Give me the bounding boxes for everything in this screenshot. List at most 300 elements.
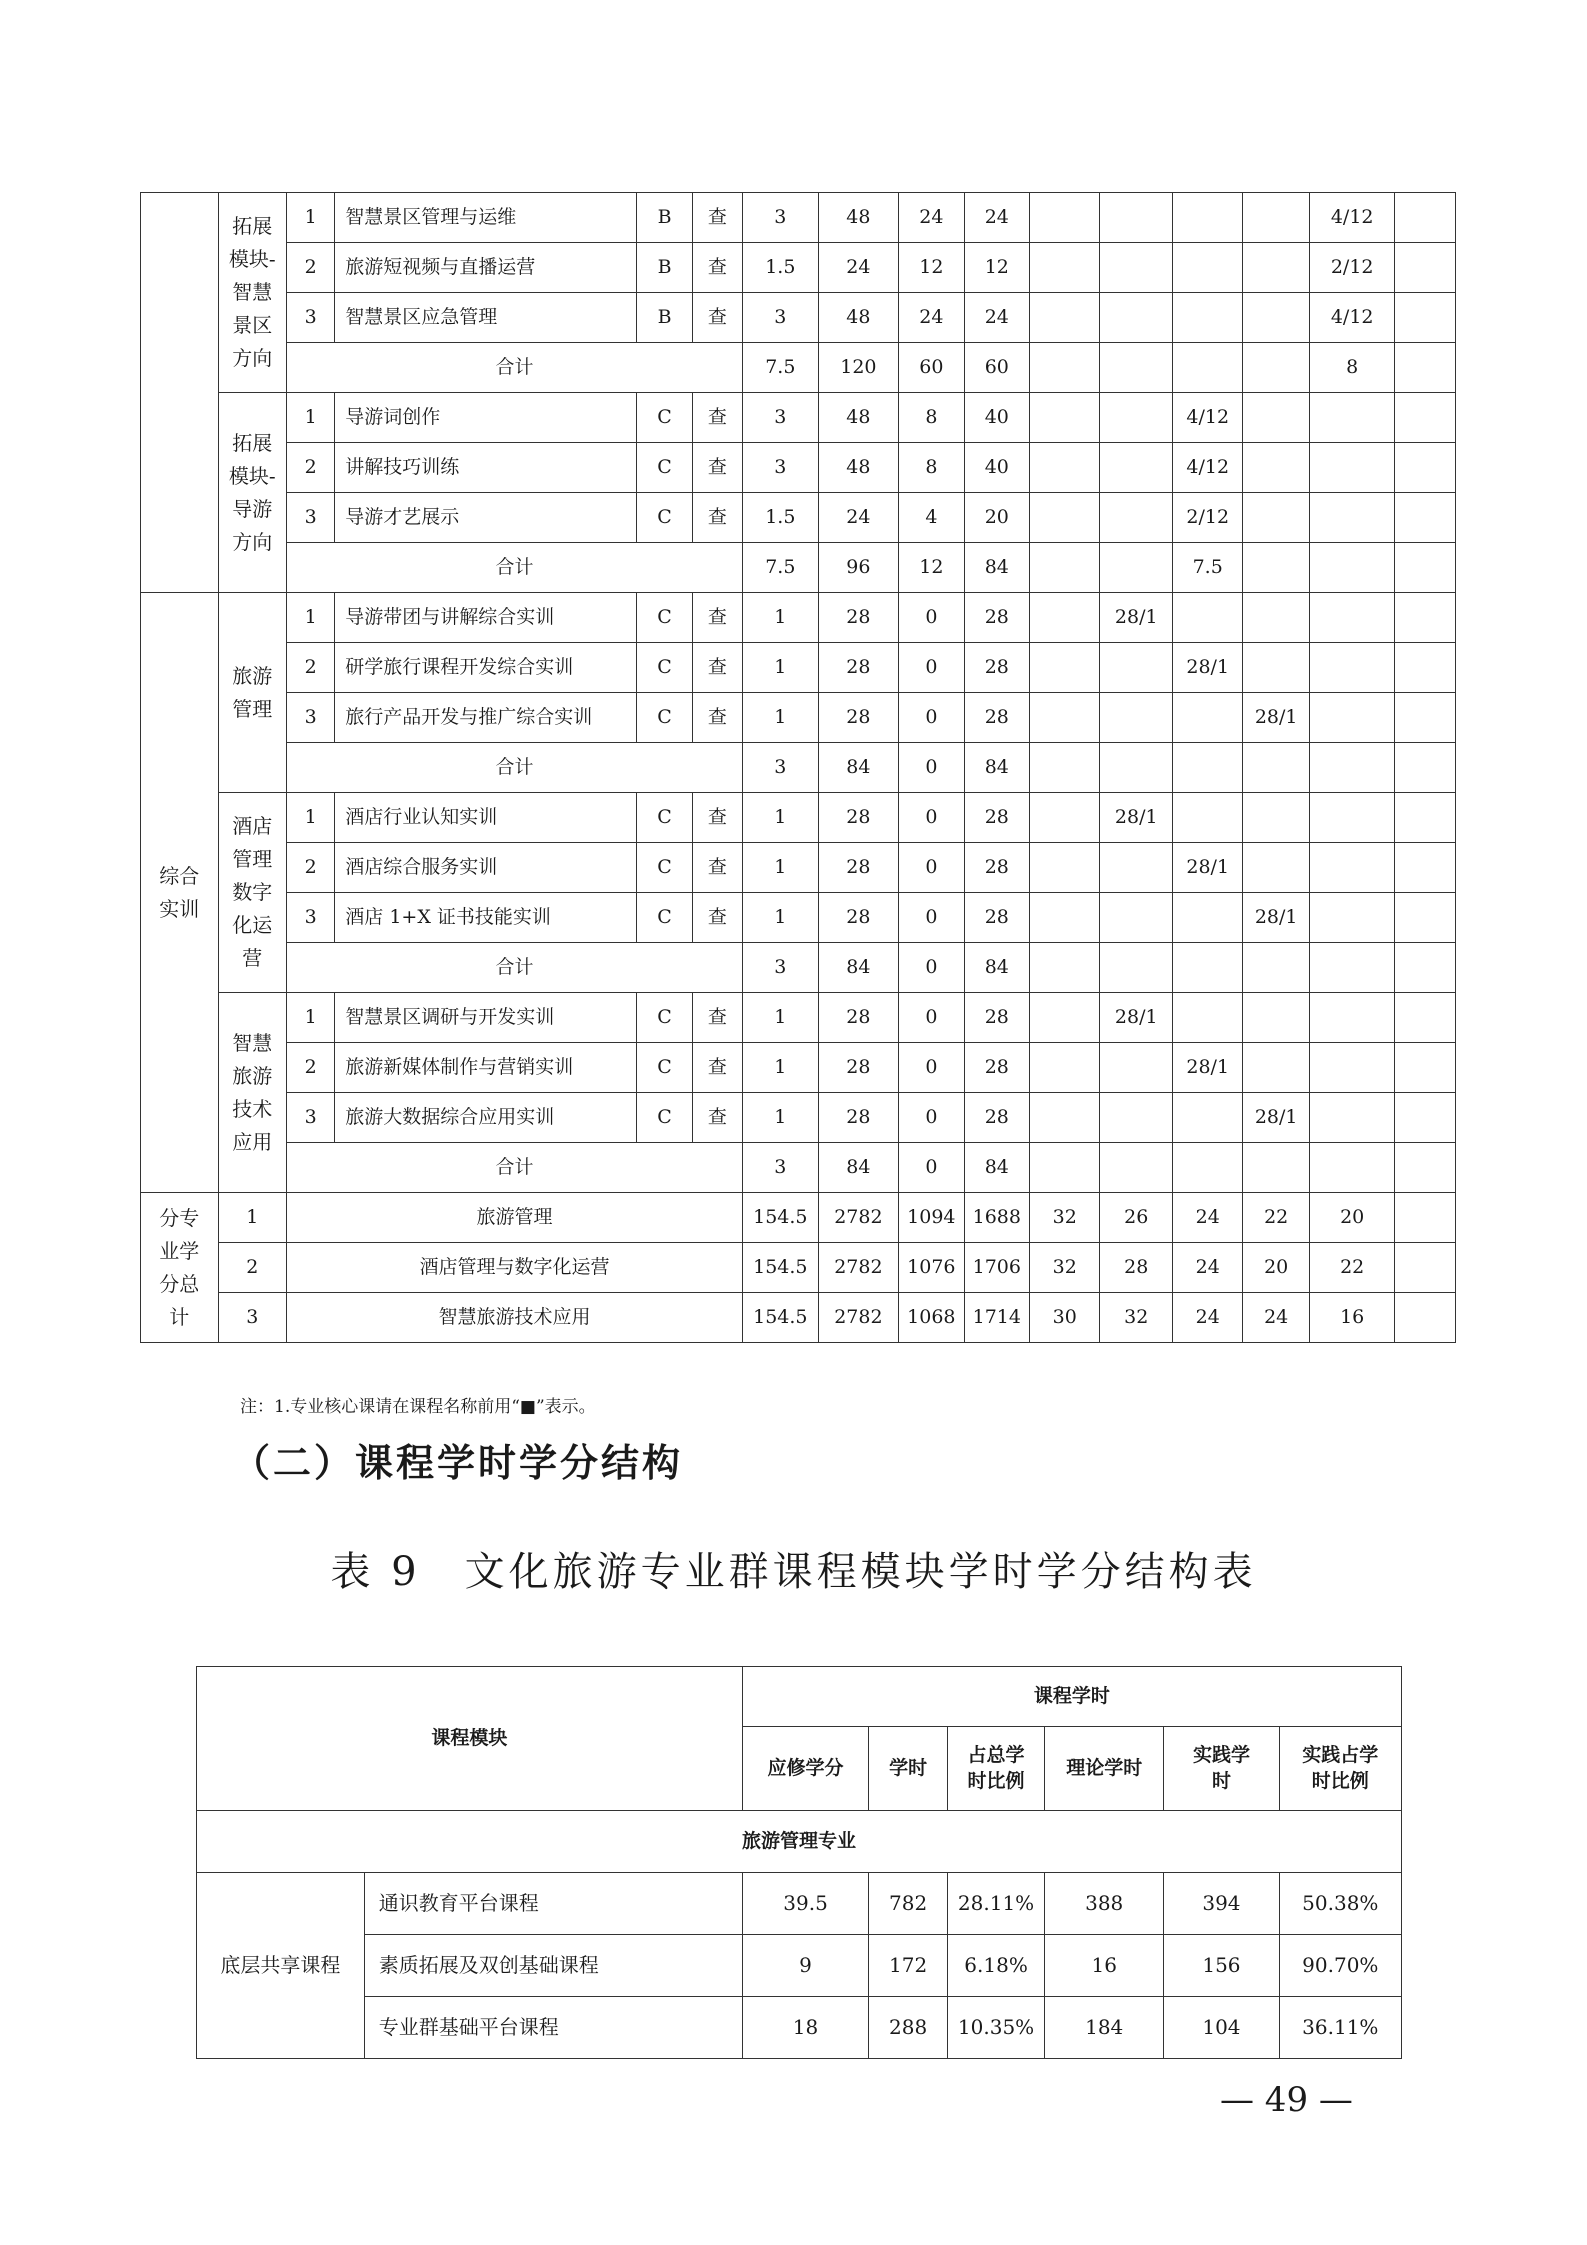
course-row [141,493,1456,543]
course-name: 酒店综合服务实训 [335,843,637,893]
cell [1030,393,1100,443]
cell: 32 [1030,1193,1100,1243]
subtotal-label: 合计 [286,343,742,393]
course-row [141,993,1456,1043]
course-name: 智慧景区应急管理 [335,293,637,343]
cell: 0 [899,643,964,693]
cell [1395,1293,1456,1343]
cell: 28 [964,993,1029,1043]
cell: 20 [1243,1243,1309,1293]
subtotal-row [141,743,1456,793]
cell [1172,1093,1242,1143]
cell [1030,493,1100,543]
cell [1243,443,1309,493]
cell: 104 [1164,1997,1279,2059]
cell: C [637,793,692,843]
cell: B [637,293,692,343]
cell [1243,1143,1309,1193]
cell: 28/1 [1243,693,1309,743]
subtotal-label: 合计 [286,543,742,593]
cell: 2782 [818,1193,899,1243]
cell [1172,293,1242,343]
cell: 3 [743,393,819,443]
cell: 28 [964,693,1029,743]
major-row: 旅游管理专业 [197,1811,1402,1873]
cell: 1.5 [743,243,819,293]
cell: C [637,643,692,693]
cell: 28 [818,1043,899,1093]
cell [1030,843,1100,893]
cell [1395,1243,1456,1293]
cell [1309,1093,1395,1143]
cell [1100,243,1172,293]
cell: 2782 [818,1293,899,1343]
cell: 28 [964,593,1029,643]
cell: 查 [692,1043,742,1093]
cell: 28/1 [1172,843,1242,893]
cell [1100,293,1172,343]
cell [1100,893,1172,943]
cell: C [637,843,692,893]
course-name: 旅游新媒体制作与营销实训 [335,1043,637,1093]
course-name: 旅游短视频与直播运营 [335,243,637,293]
cell: 0 [899,1093,964,1143]
course-name: 研学旅行课程开发综合实训 [335,643,637,693]
cell [1395,643,1456,693]
cell: 6.18% [948,1935,1045,1997]
cell: 查 [692,643,742,693]
cell: 184 [1045,1997,1164,2059]
cell: 3 [286,493,334,543]
cell: 28/1 [1100,793,1172,843]
cell: 1 [743,643,819,693]
cell [1100,1043,1172,1093]
course-name: 智慧景区管理与运维 [335,193,637,243]
course-row [141,1043,1456,1093]
cell: 7.5 [743,343,819,393]
summary-row [141,1293,1456,1343]
cell: 查 [692,243,742,293]
course-name: 导游才艺展示 [335,493,637,543]
cell: B [637,243,692,293]
cell [1243,543,1309,593]
cell [1100,843,1172,893]
cell [1309,493,1395,543]
course-name: 讲解技巧训练 [335,443,637,493]
page-number: — 49 — [1220,2080,1353,2120]
cell [1395,893,1456,943]
cell: 120 [818,343,899,393]
cell [1030,343,1100,393]
cell [1395,743,1456,793]
cell: 48 [818,293,899,343]
cell: 12 [964,243,1029,293]
header-hours-ratio: 占总学 时比例 [948,1727,1045,1811]
cell [1100,543,1172,593]
cell: 3 [286,893,334,943]
course-module-name: 通识教育平台课程 [364,1873,742,1935]
module-label: 旅游 管理 [218,593,286,793]
cell: 4/12 [1309,293,1395,343]
cell: 0 [899,743,964,793]
subtotal-row [141,343,1456,393]
header-theory-hours: 理论学时 [1045,1727,1164,1811]
cell: 3 [743,193,819,243]
module-label: 拓展 模块- 导游 方向 [218,393,286,593]
cell: 84 [964,743,1029,793]
cell: 288 [869,1997,948,2059]
cell: 60 [899,343,964,393]
course-name: 酒店行业认知实训 [335,793,637,843]
cell: 1706 [964,1243,1029,1293]
cell: 0 [899,593,964,643]
cell [1243,843,1309,893]
cell: 2 [286,443,334,493]
cell: 32 [1030,1243,1100,1293]
cell: 3 [743,443,819,493]
category-label: 综合 实训 [141,593,219,1193]
cell: 8 [899,393,964,443]
cell: 1 [743,793,819,843]
course-name: 酒店 1+X 证书技能实训 [335,893,637,943]
cell: 0 [899,893,964,943]
cell: 8 [899,443,964,493]
subtotal-label: 合计 [286,943,742,993]
cell: 2 [286,243,334,293]
cell: 1 [286,393,334,443]
course-row [141,643,1456,693]
cell [1309,643,1395,693]
cell: 0 [899,943,964,993]
cell: 10.35% [948,1997,1045,2059]
cell: 84 [818,743,899,793]
cell [1100,643,1172,693]
cell [1243,943,1309,993]
cell [1243,793,1309,843]
cell [1100,1093,1172,1143]
cell: 0 [899,843,964,893]
cell: 1 [286,593,334,643]
course-row [141,193,1456,243]
footnote: 注：1.专业核心课请在课程名称前用“■”表示。 [240,1397,596,1417]
cell: 28 [964,643,1029,693]
cell: 90.70% [1279,1935,1401,1997]
cell: 0 [899,1043,964,1093]
cell [1309,893,1395,943]
subtotal-label: 合计 [286,743,742,793]
cell: 4 [899,493,964,543]
cell [1309,793,1395,843]
cell [1395,193,1456,243]
block-label: 底层共享课程 [197,1873,365,2059]
cell [1395,443,1456,493]
cell: 2782 [818,1243,899,1293]
cell: 4/12 [1172,443,1242,493]
cell: 154.5 [743,1193,819,1243]
course-module-name: 专业群基础平台课程 [364,1997,742,2059]
cell: 查 [692,893,742,943]
cell: C [637,693,692,743]
cell: 查 [692,293,742,343]
cell: 28 [964,1043,1029,1093]
cell: 1 [743,993,819,1043]
course-row [141,593,1456,643]
cell [1243,343,1309,393]
cell: 2 [286,643,334,693]
cell: C [637,393,692,443]
cell: 84 [964,943,1029,993]
cell: 查 [692,793,742,843]
cell: 9 [742,1935,868,1997]
course-plan-table [140,192,1456,1343]
cell [1172,1143,1242,1193]
cell: C [637,593,692,643]
cell [1172,243,1242,293]
cell [1243,293,1309,343]
cell [1030,193,1100,243]
cell: 8 [1309,343,1395,393]
cell: 16 [1045,1935,1164,1997]
cell: 3 [743,743,819,793]
cell: 1.5 [743,493,819,543]
cell: 查 [692,843,742,893]
cell [1030,643,1100,693]
cell [1309,843,1395,893]
cell: 24 [1172,1193,1242,1243]
cell: 32 [1100,1293,1172,1343]
course-name: 导游词创作 [335,393,637,443]
cell: 28 [818,693,899,743]
cell [1030,293,1100,343]
cell: 28 [964,793,1029,843]
subtotal-row [141,1143,1456,1193]
cell: 28 [818,893,899,943]
cell: 22 [1243,1193,1309,1243]
cell [1243,1043,1309,1093]
summary-major: 酒店管理与数字化运营 [286,1243,742,1293]
cell [1395,993,1456,1043]
cell: 1 [743,893,819,943]
cell [1172,943,1242,993]
cell [1395,1093,1456,1143]
cell [1030,793,1100,843]
cell [1172,343,1242,393]
course-row [141,1093,1456,1143]
cell: 24 [1172,1243,1242,1293]
cell [1030,893,1100,943]
cell [1030,943,1100,993]
cell [1309,443,1395,493]
cell: 2/12 [1309,243,1395,293]
cell: 96 [818,543,899,593]
cell [1309,543,1395,593]
cell: 4/12 [1172,393,1242,443]
cell: 查 [692,993,742,1043]
header-course-hours: 课程学时 [742,1667,1401,1727]
cell: 28 [818,993,899,1043]
cell: 28 [818,643,899,693]
cell [1100,443,1172,493]
cell: C [637,1093,692,1143]
cell: 20 [964,493,1029,543]
cell: 28/1 [1243,1093,1309,1143]
cell: 50.38% [1279,1873,1401,1935]
cell: 28 [818,793,899,843]
cell: 3 [743,293,819,343]
cell [1100,943,1172,993]
summary-index: 1 [218,1193,286,1243]
cell [1243,743,1309,793]
cell: 30 [1030,1293,1100,1343]
cell [1030,543,1100,593]
cell: 24 [964,193,1029,243]
module-label: 拓展 模块- 智慧 景区 方向 [218,193,286,393]
cell [1243,493,1309,543]
cell: 2 [286,843,334,893]
cell [1172,893,1242,943]
cell: C [637,443,692,493]
cell: 24 [899,293,964,343]
subtotal-label: 合计 [286,1143,742,1193]
cell [1309,1143,1395,1193]
cell: 16 [1309,1293,1395,1343]
cell: 1 [743,1043,819,1093]
cell [1030,1043,1100,1093]
course-name: 导游带团与讲解综合实训 [335,593,637,643]
course-row [141,893,1456,943]
cell [1395,1193,1456,1243]
cell: 28/1 [1172,1043,1242,1093]
course-row [141,793,1456,843]
cell [1172,993,1242,1043]
cell [1395,593,1456,643]
cell: 154.5 [743,1243,819,1293]
cell: 1 [743,843,819,893]
cell [1030,243,1100,293]
subtotal-row [141,943,1456,993]
cell: 84 [964,543,1029,593]
cell: 60 [964,343,1029,393]
cell: 1 [286,193,334,243]
cell [1395,1043,1456,1093]
cell [1100,1143,1172,1193]
module-label: 酒店 管理 数字 化运 营 [218,793,286,993]
cell [1395,943,1456,993]
cell [1395,543,1456,593]
cell [1309,943,1395,993]
cell: 1 [743,693,819,743]
cell: 26 [1100,1193,1172,1243]
cell: 7.5 [1172,543,1242,593]
cell: 28 [964,893,1029,943]
cell: 36.11% [1279,1997,1401,2059]
subtotal-row [141,543,1456,593]
header-required-credits: 应修学分 [742,1727,868,1811]
cell [1309,993,1395,1043]
cell [1395,343,1456,393]
cell: 1 [743,1093,819,1143]
cell: 查 [692,693,742,743]
cell: 28 [1100,1243,1172,1293]
cell [1395,1143,1456,1193]
cell: 84 [818,943,899,993]
section-heading: （二）课程学时学分结构 [232,1440,684,1485]
course-row [141,693,1456,743]
cell: 查 [692,593,742,643]
cell: C [637,493,692,543]
cell [1243,593,1309,643]
cell: C [637,993,692,1043]
cell [1309,743,1395,793]
cell [1030,593,1100,643]
cell: 28.11% [948,1873,1045,1935]
cell: 查 [692,493,742,543]
cell [1309,393,1395,443]
category-label [141,193,219,593]
cell: 3 [286,293,334,343]
cell: 1076 [899,1243,964,1293]
cell [1395,493,1456,543]
cell [1100,393,1172,443]
cell: 0 [899,993,964,1043]
cell: 18 [742,1997,868,2059]
cell: 28 [964,843,1029,893]
cell: 1094 [899,1193,964,1243]
cell: 0 [899,793,964,843]
cell: 12 [899,243,964,293]
cell: 782 [869,1873,948,1935]
cell [1395,243,1456,293]
cell: 28 [964,1093,1029,1143]
cell: 24 [964,293,1029,343]
cell [1030,743,1100,793]
credit-structure-table [196,1666,1402,2059]
cell: 2 [286,1043,334,1093]
cell: 28 [818,593,899,643]
summary-major: 智慧旅游技术应用 [286,1293,742,1343]
cell: C [637,1043,692,1093]
cell [1100,193,1172,243]
cell: 28/1 [1243,893,1309,943]
table-title: 表 9 文化旅游专业群课程模块学时学分结构表 [330,1549,1257,1595]
cell [1100,693,1172,743]
course-row [141,393,1456,443]
cell: 查 [692,1093,742,1143]
cell: 24 [818,493,899,543]
header-course-module: 课程模块 [197,1667,743,1811]
cell: 查 [692,193,742,243]
summary-label: 分专 业学 分总 计 [141,1193,219,1343]
summary-row [141,1193,1456,1243]
cell [1100,493,1172,543]
course-row [141,293,1456,343]
cell: 388 [1045,1873,1164,1935]
cell [1395,293,1456,343]
course-row [141,243,1456,293]
cell: 28/1 [1100,593,1172,643]
cell [1030,993,1100,1043]
cell: 0 [899,693,964,743]
cell [1172,793,1242,843]
cell [1030,693,1100,743]
cell [1309,1043,1395,1093]
cell: 1 [286,993,334,1043]
cell: 7.5 [743,543,819,593]
cell: 24 [1243,1293,1309,1343]
cell: 20 [1309,1193,1395,1243]
cell [1030,1143,1100,1193]
cell: 48 [818,393,899,443]
